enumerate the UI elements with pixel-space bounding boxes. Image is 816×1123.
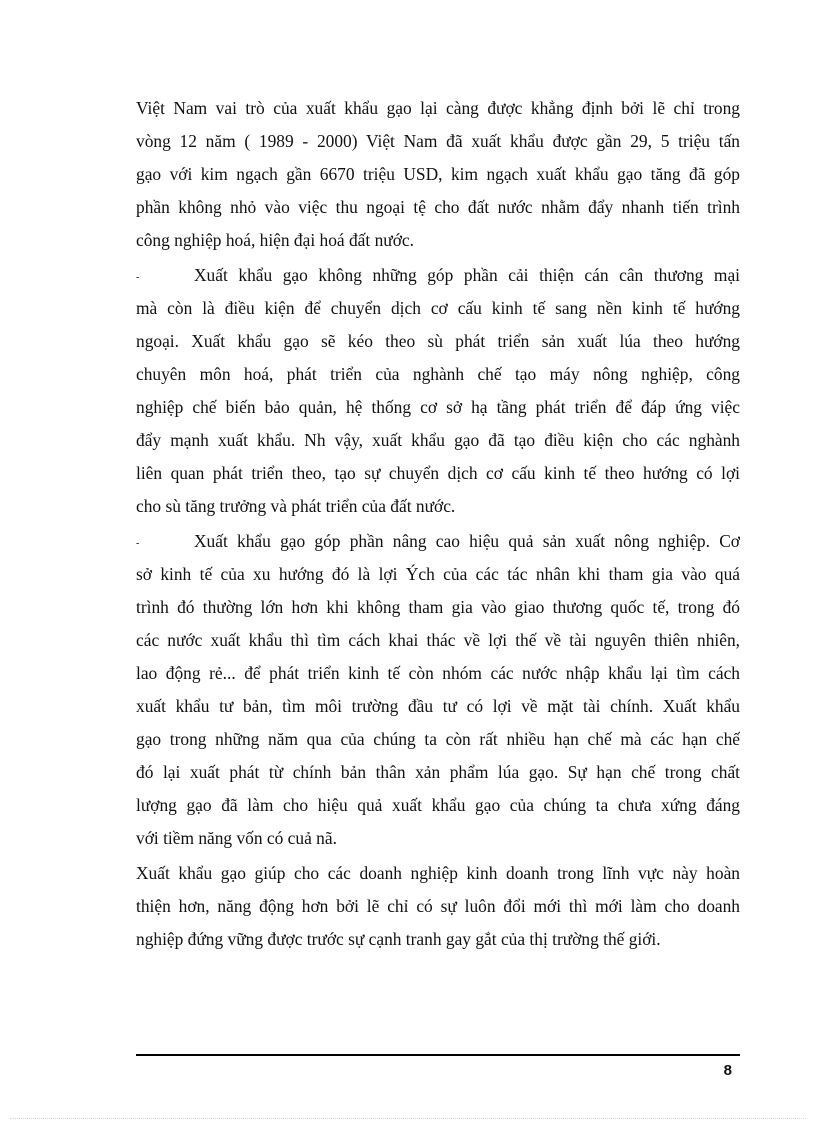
text-line: lao động rẻ... để phát triển kinh tế còn nhóm các nước nhập khẩu lại tìm cách [136, 663, 740, 683]
text-line: sở kinh tế của xu hướng đó là lợi Ých của các tác nhân khi tham gia vào quá [136, 564, 740, 584]
text-line: công nghiệp hoá, hiện đại hoá đất nước. [136, 230, 414, 250]
text-line: Xuất khẩu gạo không những góp phần cải thiện cán cân thương mại [194, 265, 740, 285]
bullet-line [136, 259, 740, 292]
text-line: liên quan phát triển theo, tạo sự chuyển dịch cơ cấu kinh tế theo hướng có lợi [136, 463, 740, 483]
text-line: vòng 12 năm ( 1989 - 2000) Việt Nam đã xuất khẩu được gần 29, 5 triệu tấn [136, 131, 740, 151]
text-line: trình đó thường lớn hơn khi không tham gia vào giao thương quốc tế, trong đó [136, 597, 740, 617]
text-line: mà còn là điều kiện để chuyển dịch cơ cấu kinh tế sang nền kinh tế hướng [136, 298, 740, 318]
paragraph [136, 857, 740, 956]
text-line: với tiềm năng vốn có cuả nã. [136, 828, 337, 848]
page-number: 8 [723, 1062, 732, 1079]
page-bottom-edge [10, 1118, 806, 1119]
text-line: Xuất khẩu gạo góp phần nâng cao hiệu quả sản xuất nông nghiệp. Cơ [194, 531, 740, 551]
text-line: ngoại. Xuất khẩu gạo sẽ kéo theo sù phát triển sản xuất lúa theo hướng [136, 331, 740, 351]
text-line: nghiệp chế biến bảo quản, hệ thống cơ sở hạ tầng phát triển để đáp ứng việc [136, 397, 740, 417]
paragraph [136, 92, 740, 257]
paragraph [136, 525, 740, 855]
body-text [136, 92, 740, 956]
text-line: Việt Nam vai trò của xuất khẩu gạo lại càng được khẳng định bởi lẽ chỉ trong [136, 98, 740, 118]
text-line: gạo trong những năm qua của chúng ta còn rất nhiều hạn chế mà các hạn chế [136, 729, 740, 749]
footer-divider [136, 1054, 740, 1056]
text-line: các nước xuất khẩu thì tìm cách khai thác về lợi thế về tài nguyên thiên nhiên, [136, 630, 740, 650]
text-line: đó lại xuất phát từ chính bản thân xản phẩm lúa gạo. Sự hạn chế trong chất [136, 762, 740, 782]
bullet-line [136, 525, 740, 558]
text-line: nghiệp đứng vững được trước sự cạnh tranh gay gắt của thị trường thế giới. [136, 929, 661, 949]
text-line: gạo với kim ngạch gần 6670 triệu USD, kim ngạch xuất khẩu gạo tăng đã góp [136, 164, 740, 184]
text-line: cho sù tăng trưởng và phát triển của đất nước. [136, 496, 456, 516]
text-line: đẩy mạnh xuất khẩu. Nh vậy, xuất khẩu gạo đã tạo điều kiện cho các nghành [136, 430, 740, 450]
text-line: chuyên môn hoá, phát triển của nghành chế tạo máy nông nghiệp, công [136, 364, 740, 384]
text-line: Xuất khẩu gạo giúp cho các doanh nghiệp kinh doanh trong lĩnh vực này hoàn [136, 863, 740, 883]
text-line: lượng gạo đã làm cho hiệu quả xuất khẩu gạo của chúng ta chưa xứng đáng [136, 795, 740, 815]
bullet-dash: - [136, 271, 140, 283]
bullet-dash: - [136, 537, 140, 549]
text-line: xuất khẩu tư bản, tìm môi trường đầu tư có lợi về mặt tài chính. Xuất khẩu [136, 696, 740, 716]
text-line: thiện hơn, năng động hơn bởi lẽ chỉ có sự luôn đổi mới thì mới làm cho doanh [136, 896, 740, 916]
paragraph [136, 259, 740, 523]
text-line: phần không nhỏ vào việc thu ngoại tệ cho đất nước nhằm đẩy nhanh tiến trình [136, 197, 740, 217]
